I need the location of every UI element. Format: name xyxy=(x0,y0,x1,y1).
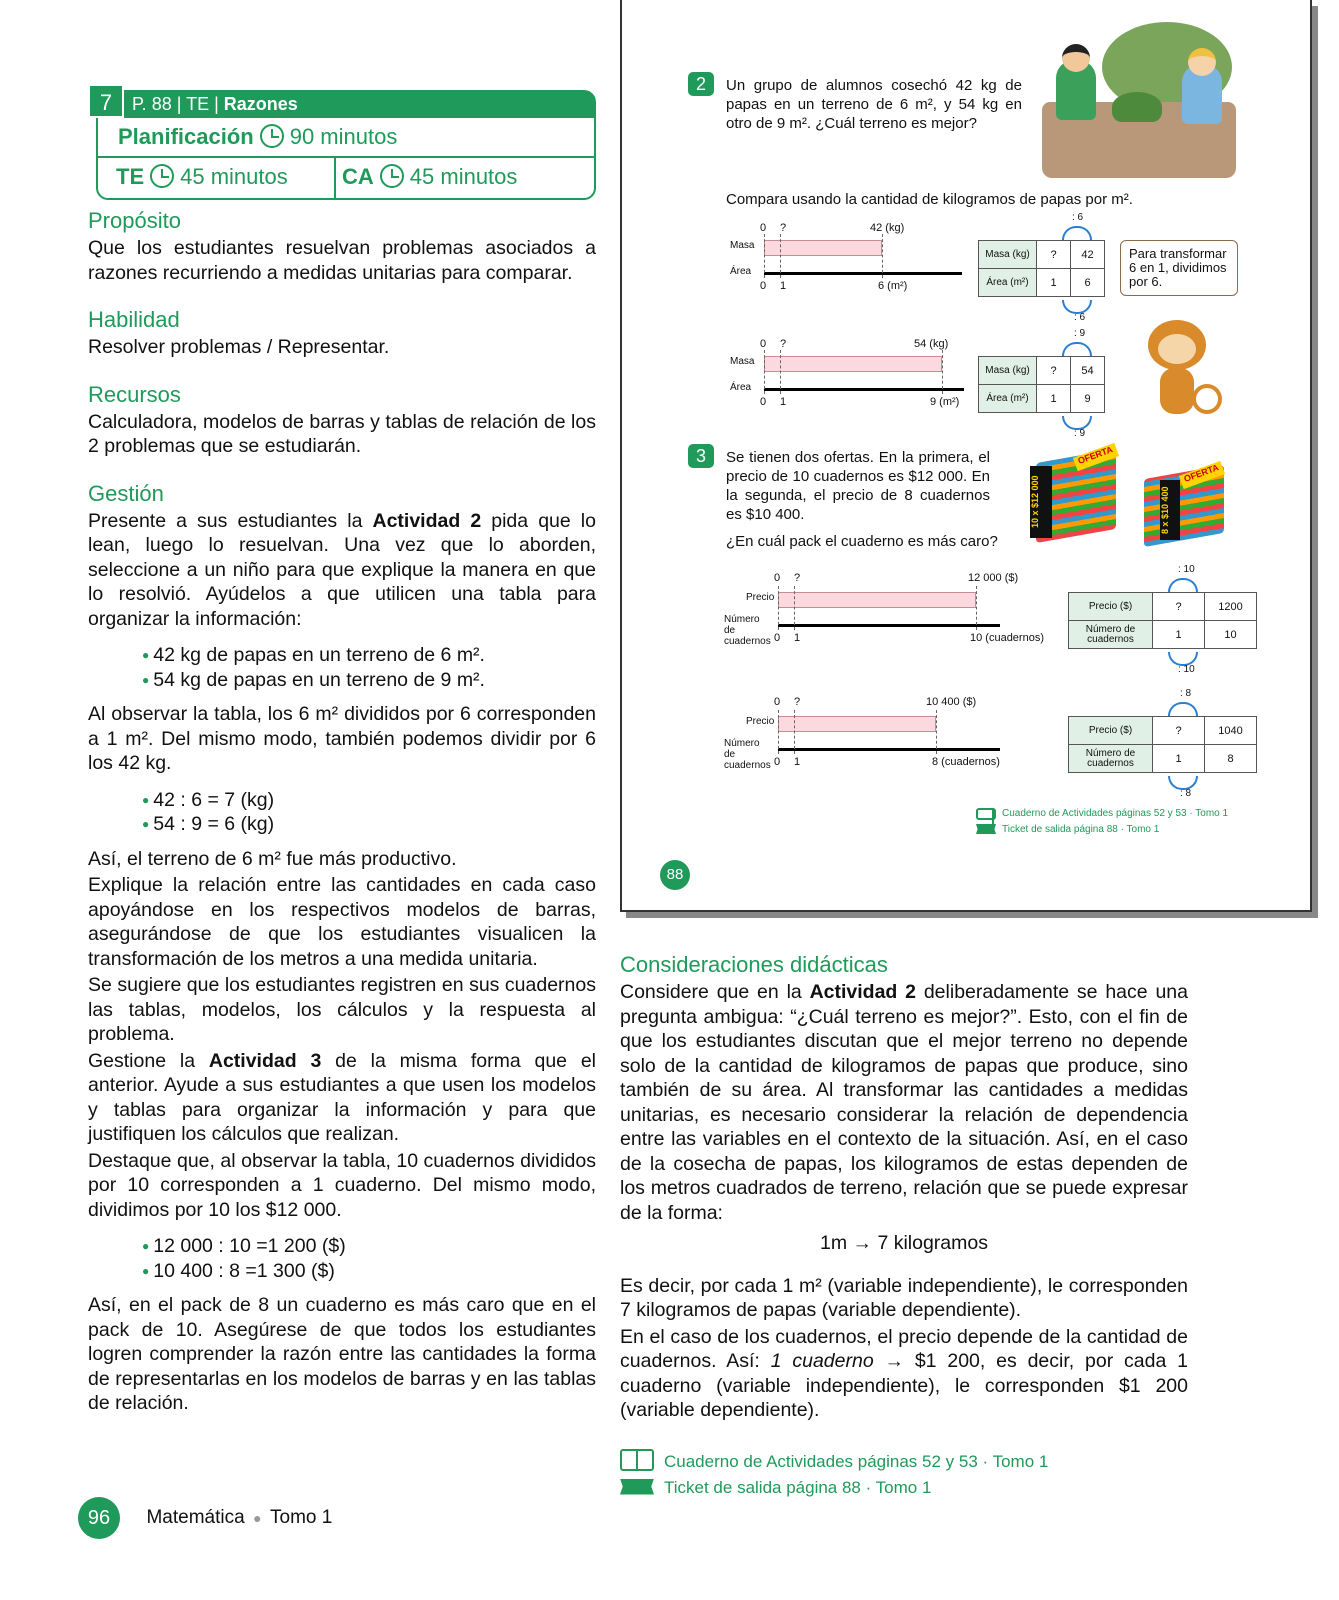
footer-tomo: Tomo 1 xyxy=(270,1507,333,1528)
ticket-icon xyxy=(976,824,996,834)
divide-label: : 8 xyxy=(1180,788,1192,799)
planning-row xyxy=(118,124,397,150)
row-label: Área xyxy=(730,266,752,277)
page-ref: P. 88 xyxy=(132,94,172,114)
book-icon xyxy=(620,1449,654,1471)
row-label: Masa xyxy=(730,240,755,251)
gestion-p2: Al observar la tabla, los 6 m² divididos por 6 corresponden a 1 m². Del mismo modo, también podemos dividir por 6 los 42 kg. xyxy=(88,703,596,774)
formula: 1m → 7 kilogramos xyxy=(820,1232,988,1254)
table-cell: 6 xyxy=(1071,269,1105,297)
divide-arrow-top xyxy=(1168,702,1198,716)
considerations-p1: Considere que en la Actividad 2 deliberadamente se hace una pregunta ambigua: “¿Cuál terreno es mejor?”. Esto, con el fin de que los estudiantes discutan que el mejor terreno no depende solo de la cantidad de kilogramos de papas que produce, sino también de su área. Al transformar las cantidades a medidas unitarias, es necesario considerar la relación de dependencia entre las variables en el contexto de la situación. Así, en el caso de la cosecha de papas, los kilogramos de estas dependen de los metros cuadrados de terreno, relación que se puede expresar de la forma: xyxy=(620,981,1188,1224)
recursos-text: Calculadora, modelos de barras y tablas de relación de los 2 problemas que se estudiarán. xyxy=(88,410,596,457)
oferta-label: OFERTA xyxy=(1073,443,1119,471)
considerations-section xyxy=(620,952,1188,1501)
divide-arrow-top xyxy=(1062,342,1092,356)
pack-1-label: 10 x $12 000 xyxy=(1030,466,1052,538)
price-bar xyxy=(778,716,936,732)
tick-label: 42 (kg) xyxy=(870,222,905,234)
table-header: Precio ($) xyxy=(1069,717,1153,745)
bullet-list-3 xyxy=(142,1234,596,1283)
considerations-p3: En el caso de los cuadernos, el precio depende de la cantidad de cuadernos. Así: 1 cuaderno → $1 200, es decir, por cada 1 cuaderno (variable independiente), le corresponden $1 200 (variable dependiente). xyxy=(620,1325,1188,1421)
time-split-row xyxy=(116,164,586,190)
considerations-p2: Es decir, por cada 1 m² (variable independiente), le corresponden 7 kilogramos de papas (variable dependiente). xyxy=(620,1274,1188,1321)
list-item: ● 42 kg de papas en un terreno de 6 m². xyxy=(142,643,596,668)
table-header: Masa (kg) xyxy=(979,357,1037,385)
monkey-mascot-icon xyxy=(1134,320,1234,432)
row-label: Masa xyxy=(730,356,755,367)
notebook-axis xyxy=(778,748,1000,751)
tick-label: 0 xyxy=(774,696,781,708)
considerations-heading: Consideraciones didácticas xyxy=(620,952,888,977)
question-3-number: 3 xyxy=(688,444,714,468)
tick-label: 0 xyxy=(760,280,767,292)
relation-table-4 xyxy=(1068,716,1257,773)
panel-references xyxy=(976,806,1228,838)
question-3-text: Se tienen dos ofertas. En la primera, el precio de 10 cuadernos es $12 000. En la segunda, el precio de 8 cuadernos es $10 400. xyxy=(726,449,990,523)
gestion-p4: Explique la relación entre las cantidades en cada caso apoyándose en los respectivos modelos de barras, asegurándose de que los estudiantes visualicen la transformación de los metros a una medida unitaria. xyxy=(88,874,596,970)
tick-label: 0 xyxy=(774,756,781,768)
page-number: 96 xyxy=(78,1497,120,1539)
table-header: Área (m²) xyxy=(979,385,1037,413)
table-cell: 42 xyxy=(1071,241,1105,269)
question-2-text: Un grupo de alumnos cosechó 42 kg de papas en un terreno de 6 m², y 54 kg en otro de 9 m². ¿Cuál terreno es mejor? xyxy=(726,77,1022,132)
speech-bubble: Para transformar 6 en 1, dividimos por 6. xyxy=(1120,240,1238,296)
gestion-p1: Presente a sus estudiantes la Actividad 2 pida que lo lean, luego lo resuelvan. Una vez que lo aborden, seleccione a un niño para que explique la manera en que lo resolvió. Ayúdelos a que utilicen una tabla para organizar la información: xyxy=(88,509,596,630)
tick-label: 0 xyxy=(760,338,767,350)
divide-label: : 9 xyxy=(1074,428,1086,439)
mass-bar xyxy=(764,356,942,372)
tick-label: 0 xyxy=(760,396,767,408)
table-cell: 9 xyxy=(1071,385,1105,413)
pack-2-label: 8 x $10 400 xyxy=(1160,480,1180,540)
ref-activities: Cuaderno de Actividades páginas 52 y 53 · Tomo 1 xyxy=(664,1451,1049,1471)
ref-ticket: Ticket de salida página 88 · Tomo 1 xyxy=(1002,824,1160,835)
ref-activities: Cuaderno de Actividades páginas 52 y 53 · Tomo 1 xyxy=(1002,808,1229,819)
divide-arrow-top xyxy=(1062,226,1092,240)
tick-label: ? xyxy=(780,222,787,234)
page-footer xyxy=(78,1497,332,1539)
habilidad-text: Resolver problemas / Representar. xyxy=(88,336,390,358)
proposito-heading: Propósito xyxy=(88,208,181,233)
tick-label: ? xyxy=(794,696,801,708)
table-header: Número de cuadernos xyxy=(1069,621,1153,649)
row-label: Precio xyxy=(746,592,775,603)
list-item: ● 42 : 6 = 7 (kg) xyxy=(142,788,596,813)
tick-label: 8 (cuadernos) xyxy=(932,756,1000,768)
tick-label: 54 (kg) xyxy=(914,338,949,350)
tick-label: 10 (cuadernos) xyxy=(970,632,1044,644)
divide-arrow-top xyxy=(1168,578,1198,592)
recursos-heading: Recursos xyxy=(88,381,181,407)
lesson-tab: P. 88 | TE | Razones xyxy=(118,90,596,118)
table-cell: ? xyxy=(1153,593,1205,621)
gestion-heading: Gestión xyxy=(88,480,164,506)
tick-label: 12 000 ($) xyxy=(968,572,1019,584)
footer-subject: Matemática xyxy=(146,1507,245,1528)
tick-label: 10 400 ($) xyxy=(926,696,977,708)
notebook-pack-2 xyxy=(1134,462,1230,546)
question-2-number: 2 xyxy=(688,72,714,96)
tick-label: 0 xyxy=(774,572,781,584)
table-cell: 10 xyxy=(1205,621,1257,649)
tick-label: 9 (m²) xyxy=(930,396,960,408)
relation-table-2 xyxy=(978,356,1105,413)
mass-bar xyxy=(764,240,882,256)
question-3-ask: ¿En cuál pack el cuaderno es más caro? xyxy=(726,533,998,550)
row-label: Número de cuadernos xyxy=(724,614,771,647)
te-time: 45 minutos xyxy=(180,164,288,189)
table-cell: 1 xyxy=(1153,745,1205,773)
row-label: Área xyxy=(730,382,752,393)
compare-instruction: Compara usando la cantidad de kilogramos de papas por m². xyxy=(726,191,1133,208)
tick-label: 1 xyxy=(780,396,787,408)
table-cell: 1 xyxy=(1037,385,1071,413)
list-item: ● 54 kg de papas en un terreno de 9 m². xyxy=(142,668,596,693)
alarm-clock-icon xyxy=(150,164,174,188)
divide-label: : 6 xyxy=(1072,212,1084,223)
plan-label: Planificación xyxy=(118,124,254,149)
table-cell: 1 xyxy=(1037,269,1071,297)
notebook-pack-1 xyxy=(1026,446,1120,542)
ref-ticket: Ticket de salida página 88 · Tomo 1 xyxy=(664,1477,932,1497)
relation-table-1 xyxy=(978,240,1105,297)
considerations-references xyxy=(620,1449,1188,1501)
table-cell: 1200 xyxy=(1205,593,1257,621)
tick-label: 1 xyxy=(780,280,787,292)
tick-label: 1 xyxy=(794,756,801,768)
notebook-axis xyxy=(778,624,1000,627)
ca-label: CA xyxy=(342,164,374,189)
table-cell: ? xyxy=(1153,717,1205,745)
table-cell: ? xyxy=(1037,357,1071,385)
tick-label: 0 xyxy=(760,222,767,234)
table-header: Precio ($) xyxy=(1069,593,1153,621)
row-label: Número de cuadernos xyxy=(724,738,771,771)
list-item: ● 10 400 : 8 =1 300 ($) xyxy=(142,1259,596,1284)
table-cell: 54 xyxy=(1071,357,1105,385)
lesson-header xyxy=(88,88,596,206)
clock-icon xyxy=(260,124,284,148)
area-axis xyxy=(764,272,962,275)
list-item: ● 12 000 : 10 =1 200 ($) xyxy=(142,1234,596,1259)
table-cell: 8 xyxy=(1205,745,1257,773)
gestion-p3: Así, el terreno de 6 m² fue más productivo. xyxy=(88,847,457,870)
tick-label: 6 (m²) xyxy=(878,280,908,292)
table-cell: 1040 xyxy=(1205,717,1257,745)
table-header: Área (m²) xyxy=(979,269,1037,297)
area-axis xyxy=(764,388,964,391)
lesson-number: 7 xyxy=(88,84,124,118)
price-bar xyxy=(778,592,976,608)
alarm-clock-icon xyxy=(380,164,404,188)
table-cell: ? xyxy=(1037,241,1071,269)
habilidad-heading: Habilidad xyxy=(88,307,180,332)
divide-label: : 10 xyxy=(1178,564,1195,575)
oferta-label: OFERTA xyxy=(1179,461,1225,489)
table-cell: 1 xyxy=(1153,621,1205,649)
row-label: Precio xyxy=(746,716,775,727)
ticket-icon xyxy=(620,1479,654,1495)
left-column xyxy=(88,88,596,1416)
relation-table-3 xyxy=(1068,592,1257,649)
plan-time: 90 minutos xyxy=(289,124,398,149)
te-label: TE xyxy=(116,164,145,189)
divide-label: : 10 xyxy=(1178,664,1195,675)
te-ref: TE xyxy=(186,94,210,114)
tick-label: ? xyxy=(780,338,787,350)
ca-time: 45 minutos xyxy=(409,164,518,189)
gestion-p7: Destaque que, al observar la tabla, 10 cuadernos divididos por 10 corresponden a 1 cuaderno. Del mismo modo, dividimos por 10 los $12 000. xyxy=(88,1149,596,1221)
student-page-panel xyxy=(620,0,1312,912)
tick-label: 0 xyxy=(774,632,781,644)
bullet-list-1 xyxy=(142,643,596,692)
bullet-list-2 xyxy=(142,788,596,837)
gestion-p6: Gestione la Actividad 3 de la misma forma que el anterior. Ayude a sus estudiantes a que usen los modelos y tablas para organizar la información y para que justifiquen los cálculos que realizan. xyxy=(88,1049,596,1145)
tick-label: ? xyxy=(794,572,801,584)
gestion-p8: Así, en el pack de 8 un cuaderno es más caro que en el pack de 10. Asegúrese de que todos los estudiantes logren comprender la razón entre las cantidades la forma de representarlas en los modelos de barras y en las tablas de relación. xyxy=(88,1294,596,1414)
student-page-number: 88 xyxy=(660,860,690,890)
divide-label: : 6 xyxy=(1074,312,1086,323)
book-icon xyxy=(976,808,996,820)
lesson-title: Razones xyxy=(223,94,298,114)
harvest-illustration xyxy=(1042,22,1236,178)
dot-separator-icon: ● xyxy=(253,1510,262,1526)
tick-label: 1 xyxy=(794,632,801,644)
proposito-text: Que los estudiantes resuelvan problemas asociados a razones recurriendo a medidas unitarias para comparar. xyxy=(88,237,596,284)
list-item: ● 54 : 9 = 6 (kg) xyxy=(142,812,596,837)
divide-label: : 9 xyxy=(1074,328,1086,339)
table-header: Número de cuadernos xyxy=(1069,745,1153,773)
planning-box xyxy=(96,118,596,200)
divide-label: : 8 xyxy=(1180,688,1192,699)
gestion-p5: Se sugiere que los estudiantes registren en sus cuadernos las tablas, modelos, los cálculos y la respuesta al problema. xyxy=(88,974,596,1045)
table-header: Masa (kg) xyxy=(979,241,1037,269)
